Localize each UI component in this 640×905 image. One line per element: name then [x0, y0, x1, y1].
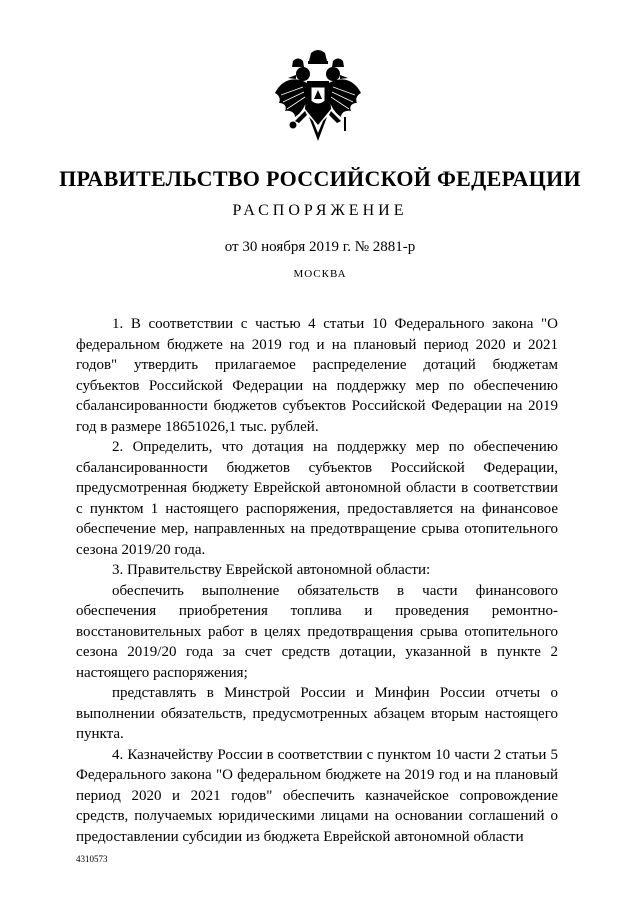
- document-code: 4310573: [76, 854, 108, 864]
- document-date-number: от 30 ноября 2019 г. № 2881-р: [224, 239, 416, 255]
- document-body: [76, 314, 558, 847]
- government-title: ПРАВИТЕЛЬСТВО РОССИЙСКОЙ ФЕДЕРАЦИИ: [59, 166, 581, 191]
- paragraph-3: 3. Правительству Еврейской автономной области:: [112, 562, 431, 578]
- paragraph-2: 2. Определить, что дотация на поддержку мер по обеспечению сбалансированности бюджетов субъектов Российской Федерации, предусмотренная бюджету Еврейской автономной области в соответствии с пунктом 1 настоящего распоряжения, предоставляется на финансовое обеспечение мер, направленных на предотвращение срыва отопительного сезона 2019/20 года.: [76, 439, 558, 558]
- document-place: МОСКВА: [293, 268, 347, 280]
- paragraph-3-item-1: обеспечить выполнение обязательств в части финансового обеспечения приобретения топлива и проведения ремонтно-восстановительных работ в целях предотвращения срыва отопительного сезона 2019/20 года за счет средств дотации, указанной в пункте 2 настоящего распоряжения;: [76, 582, 558, 681]
- paragraph-4: 4. Казначейству России в соответствии с пунктом 10 части 2 статьи 5 Федерального закона "О федеральном бюджете на 2019 год и на плановый период 2020 и 2021 годов" обеспечить казначейское сопровождение средств, получаемых юридическими лицами на основании соглашений о предоставлении субсидии из бюджета Еврейской автономной области: [76, 746, 558, 845]
- paragraph-1: 1. В соответствии с частью 4 статьи 10 Федерального закона "О федеральном бюджете на 2019 год и на плановый период 2020 и 2021 годов" утвердить прилагаемое распределение дотаций бюджетам субъектов Российской Федерации на поддержку мер по обеспечению сбалансированности бюджетов субъектов Российской Федерации на 2019 год в размере 18651026,1 тыс. рублей.: [76, 316, 558, 435]
- russian-coat-of-arms-icon: [273, 47, 363, 147]
- paragraph-3-item-2: представлять в Минстрой России и Минфин России отчеты о выполнении обязательств, предусмотренных абзацем вторым настоящего пункта.: [76, 685, 558, 742]
- document-type: РАСПОРЯЖЕНИЕ: [232, 202, 408, 219]
